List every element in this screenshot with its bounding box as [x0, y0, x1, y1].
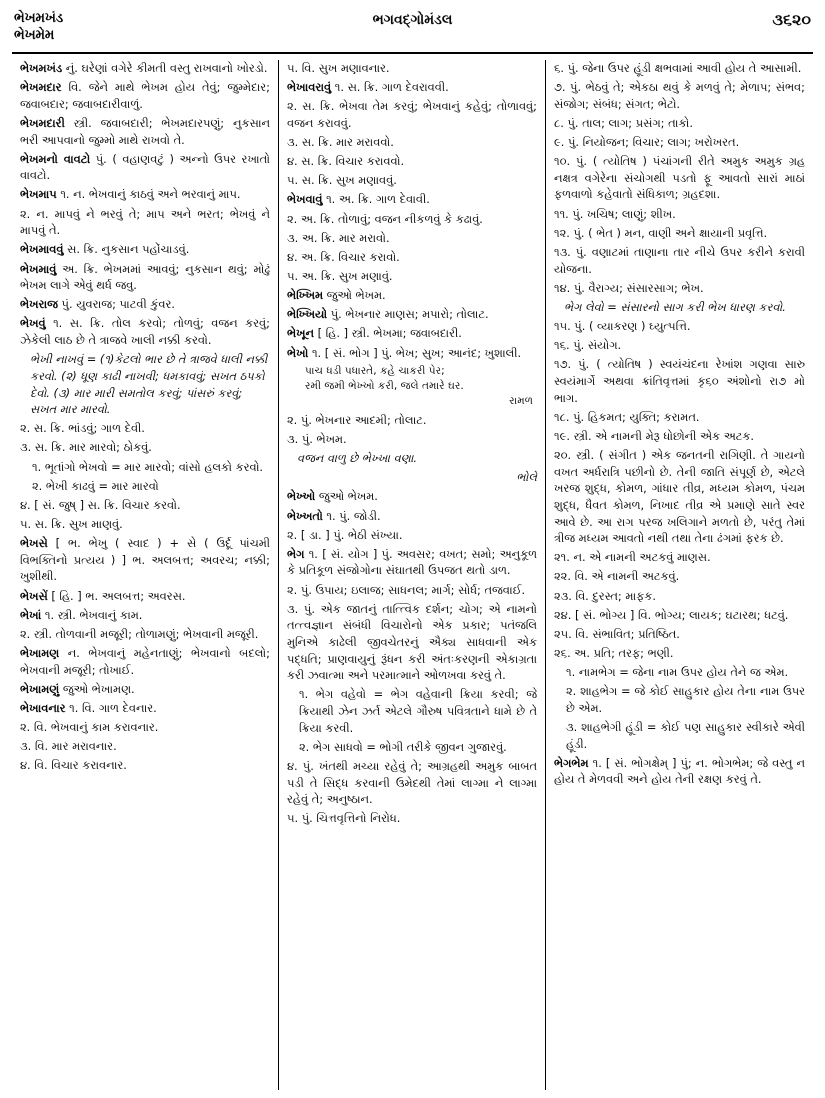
entry-sense: ૩. સ. ક્રિ. માર મારવો; ઠોકવું. [20, 440, 152, 455]
verse-attribution: રામળ [509, 394, 533, 407]
text-column-3 [546, 60, 813, 1090]
dictionary-entry [287, 287, 537, 304]
dictionary-entry [287, 79, 537, 96]
entry-headword: ભેખમદાર [20, 80, 62, 95]
entry-subsense: ૧. નામભેગ = જેના નામ ઉપર હોય તેને જ એમ. [566, 665, 789, 680]
entry-definition: પું. ભેખનાર માણસ; મપારો; તોલાટ. [327, 307, 489, 322]
entry-sense: ૮. પું. તાલ; લાગ; પ્રસંગ; તાકો. [554, 115, 693, 130]
entry-definition: નું. ઘરેણાં વગેરે કીમતી વસ્તુ રાખવાનો ખોરડો. [62, 61, 268, 75]
text-column-2 [279, 60, 546, 1090]
entry-definition: સ. ક્રિ. નુકસાન પહોંચાડવું. [63, 242, 190, 257]
entry-definition: [ ભ. ભેખુ ( સ્વાદ ) + સે ( ઉર્દૂ પાંચમી વિભક્તિનો પ્રત્યય ) ] ભ. અલબત્ત; અવરચ; નક્કી; ખુશીથી. [20, 536, 270, 584]
entry-definition: ન. ભેખવાનું મહેનતાણું; ભેખવાનો બદલો; ભેખવાની મજૂરી; તોખાઈ. [20, 646, 270, 677]
entry-headword: ભેખ્ખિયો [287, 307, 328, 322]
entry-definition: ૧. [ સં. ભોગક્ષેમ્ ] પું; ન. ભોગભેમ; જે વસ્તુ ન હોય તે મેળવવી અને હોય તેની રક્ષણ કરવું તે. [554, 755, 805, 787]
entry-subsense: ૧. ભૂતાંગો ભેખવો = માર મારવો; વાંસો હલકો કરવો. [32, 459, 264, 474]
entry-definition: જુઓ ભેખમ. [315, 489, 378, 504]
entry-headword: ભેખવાવું [287, 192, 323, 207]
entry-definition: અ. ક્રિ. ભેખમમાં આવવું; નુકસાન થવું; મોઢું ભેખમ લાગે એવું થર્ધ જવુ. [20, 261, 270, 293]
dictionary-entry [287, 345, 537, 362]
entry-idiom-note: ભેખી નાખવું = (૧)કેટલો ભાર છે તે ત્રાજવે ધાલી નક્કી કરવો. (૨) ધૂણ કાઢી નાખવી; ધમકાવવું; સખત ઠપકો દેવો. (૩) માર મારી સમતોલ કરવું; પાંસરું કરવું; સખત માર મારવો. [30, 352, 268, 417]
entry-sense: ૨૧. ન. એ નામની અટકવું માણસ. [554, 550, 711, 565]
page-header [12, 10, 813, 54]
entry-headword: ભેગભેમ [554, 755, 589, 770]
dictionary-entry [20, 607, 270, 624]
dictionary-entry [20, 60, 270, 77]
entry-sense: ૨૩. વિ. દુરસ્ત; માફક. [554, 588, 656, 603]
entry-sense: ૧૭. પું. ( ત્યોતિષ ) સ્વયંચંદના રેખાંશ ગણવા સારુ સ્વયંમાર્ગે અથવા ક્રાંતિવૃત્તમાં કૃ૬૦ અંશોનો રા૭ મો ભાગ. [554, 357, 805, 405]
entry-headword: ભેખૂન [287, 326, 314, 341]
entry-headword: ભેખમાપ [20, 187, 57, 202]
entry-subsense: ૨. ભેખી કાઢવું = માર મારવો [32, 478, 159, 493]
dictionary-entry [20, 296, 270, 313]
entry-headword: ભેખામણ [20, 646, 60, 660]
entry-sense: ૪. સ. ક્રિ. વિચાર કરાવવો. [287, 154, 405, 169]
entry-sense: ૧૩. પું. વણાટમાં તાણાના તાર નીચે ઉપર કરીને કરાવી યોજના. [554, 244, 805, 276]
dictionary-entry [20, 115, 270, 148]
entry-sense: ૧૧. પું. ખચિષ; લાણું; શીખ. [554, 206, 676, 221]
entry-idiom-note: વજન વાળુ છે ભેખ્ખા વણા. [297, 451, 418, 466]
entry-sense: ૫. અ. ક્રિ. સુખ મણાવું. [287, 269, 393, 284]
entry-sense: ૨૬. અ. પ્રતિ; તરફ; ભણી. [554, 646, 674, 660]
dictionary-entry [20, 535, 270, 585]
entry-sense: ૫. સ. ક્રિ. સુખ માણવું. [20, 517, 123, 532]
citation-attribution: ભોલે [516, 470, 537, 485]
entry-sense: ૪. વિ. વિચાર કરાવનાર. [20, 758, 127, 773]
entry-sense: ૨. અ. ક્રિ. તોળાવું; વજન નીકળવું કે કઢાવું. [287, 211, 483, 226]
dictionary-entry [20, 151, 270, 184]
entry-sense: ૧૮. પું. હિકમત; યુક્તિ; કરામત. [554, 409, 700, 424]
entry-sense: ૨. વિ. ભેખવાનું કામ કરાવનાર. [20, 720, 159, 735]
entry-sense: ૧૯. સ્ત્રી. એ નામની મેરૂ ધોછોની એક અટક. [554, 428, 755, 443]
dictionary-entry [20, 700, 270, 717]
entry-sense: ૩. વિ. માર મરાવનાર. [20, 739, 117, 754]
entry-definition: ૧. પું. જોડી. [322, 508, 381, 523]
guideword-first: ભેખમખંડ [14, 10, 63, 26]
guideword-second: ભેખમેમ [14, 26, 55, 43]
entry-sense: ૯. પું. નિયોજન; વિચાર; લાગ; ખરોખરત. [554, 135, 740, 150]
entry-definition: ૧. સ. ક્રિ. તોલ કરવો; તોળવું; વજન કરવું; ઝેકેલી લાઠ છે તે ત્રાજવે ખાલી નક્કી કરવો. [20, 316, 270, 348]
entry-headword: ભેખાવરાવું [287, 80, 332, 95]
entry-definition: જુઓ ભેખામણ. [59, 681, 135, 696]
entry-sense: ૪. અ. ક્રિ. વિચાર કરાવો. [287, 249, 400, 264]
entry-headword: ભેખાં [20, 607, 42, 622]
quoted-verse [287, 364, 537, 409]
entry-sense: ૫. પું. ચિત્તવૃત્તિનો નિરોધ. [287, 811, 401, 826]
entry-definition: ૧. ન. ભેખવાનું કાઠવું અને ભરવાનું માપ. [56, 187, 241, 202]
columns-container [12, 60, 813, 1090]
entry-headword: ભેગ [287, 546, 305, 561]
entry-headword: ભેખાવનાર [20, 700, 66, 715]
dictionary-entry [287, 306, 537, 323]
dictionary-entry [20, 645, 270, 678]
entry-headword: ભેખ્ખો [287, 489, 316, 504]
header-title: ભગવદ્ગોમંડલ [372, 12, 453, 28]
entry-subsense: ૨. શાહભેગ = જે કોઈ સાહુકાર હોય તેના નામ ઉપર છે એમ. [566, 684, 805, 715]
dictionary-entry [20, 79, 270, 112]
dictionary-entry [20, 588, 270, 605]
dictionary-entry [20, 315, 270, 348]
entry-definition: સ્ત્રી. જવાબદારી; ભેખમદારપણું; નુકસાન ભરી આપવાનો જુમ્મો માથે રાખવો તે. [20, 115, 270, 147]
entry-sense: ૨. સ. ક્રિ. ભેખવા તેમ કરવું; ભેખવાનું કહેવું; તોળાવવું; વજન કરાવવું. [287, 99, 537, 130]
entry-sense: ૩. અ. ક્રિ. માર મરાવો. [287, 230, 390, 245]
dictionary-entry [287, 546, 537, 579]
entry-headword: ભેખસેં [20, 588, 48, 603]
entry-definition: ૧. વિ. ગાળ દેવનાર. [65, 700, 157, 715]
text-column-1 [12, 60, 279, 1090]
dictionary-entry [287, 325, 537, 342]
entry-definition: [ હિ. ] ભ. અલબત્ત; અવરસ. [47, 588, 186, 603]
entry-definition: પું. ( વહાણવટું ) અન્નો ઉપર રખાતો વાવટો. [20, 151, 270, 183]
dictionary-entry [20, 681, 270, 698]
entry-sense: ૩. સ. ક્રિ. માર મરાવવો. [287, 135, 394, 150]
entry-sense: ૨. ન. માપવું ને ભરવું તે; માપ અને ભરત; ભેખવું ને માપવું તે. [20, 206, 270, 238]
entry-sense: ૧૫. પું. ( વ્યાકરણ ) ઘ્યુત્પત્તિ. [554, 318, 691, 333]
entry-headword: ભેખો [287, 345, 309, 360]
entry-sense: ૪. પું. ખંતથી મચ્યા રહેવું તે; આગ્રહથી અમુક બાબત પડી તે સિદ્ધ કરવાની ઉમેદથી તેમાં લાગ્મા ને લાગ્મા રહેવું તે; અનુષ્ઠાન. [287, 759, 537, 807]
dictionary-entry [20, 261, 270, 294]
entry-sense: ૩. પું. એક જાતનું તાત્ત્વિક દર્શન; ચોગ; એ નામનો તત્ત્વજ્ઞાન સંબંધી વિચારોનો એક પ્રકાર; પતંજલિ મુનિએ કાઢેલી જીવચેતરનું ઐક્ય સાધવાની એક પદ્ધતિ; પ્રાણવાયુનું રૂંધન કરી અંતઃકરણની એકાગ્રતા કરી ઝવાત્મા અને પરમાત્માને ઓળખવા કરવું તે. [287, 601, 537, 683]
page-number: ૩૬૨૦ [772, 10, 811, 29]
entry-sense: ૨. પું. ભેખનાર આદમી; તોલાટ. [287, 412, 427, 427]
entry-sense: ૧૪. પું. વૈરાગ્ય; સંસારસાગ; ભેખ. [554, 280, 704, 295]
entry-headword: ભેખમદારી [20, 115, 65, 130]
dictionary-entry [287, 191, 537, 208]
entry-definition: ૧. [ સં. ભોગ ] પું. ભેખ; સુખ; આનંદ; ખુશાલી. [308, 345, 522, 360]
entry-definition: [ હિ. ] સ્ત્રી. ભેખમા; જવાબદારી. [313, 326, 462, 341]
entry-headword: ભેખસે [20, 536, 48, 551]
dictionary-entry [287, 488, 537, 505]
entry-headword: ભેખવું [20, 316, 46, 331]
entry-definition: પું. યુવરાજ; પાટવી કુંવર. [57, 297, 175, 312]
entry-idiom-note: ભેગ લેવો = સંસારનો સાગ કરી ભેખ ધારણ કરવો. [564, 299, 786, 314]
entry-headword: ભેખામણું [20, 681, 60, 696]
entry-subsense: ૩. શાહભેગી હૂંડી = કોઈ પણ સાહુકાર સ્વીકારે એવી હૂંડી. [566, 720, 805, 751]
entry-sense: ૬. પું. જેના ઉપર હૂંડી ક્ષભવામાં આવી હોય તે આસામી. [554, 61, 802, 75]
entry-sense: ૨. સ. ક્રિ. ભાંડવું; ગાળ દેવી. [20, 421, 145, 436]
entry-sense: ૧૬. પું. સંયોગ. [554, 338, 622, 353]
entry-definition: ૧. અ. ક્રિ. ગાળ દેવાવી. [322, 192, 430, 207]
entry-subsense: ૨. ભેગ સાધવો = ભોગી તરીકે જીવન ગુજારવું. [299, 739, 507, 754]
entry-sense: ૩. પું. ભેખમ. [287, 431, 347, 446]
entry-sense: ૨૦. સ્ત્રી. ( સંગીત ) એક જનતની રાગિણી. તે ગાયનો વખત અર્ધરાત્રિ પછીનો છે. તેની જાતિ સંપૂર્ણ છે, એટલે ખરજ શુદ્ધ, કોમળ, ગાંધાર તીવ્ર, મધ્યમ કોમળ, પંચમ શુદ્ધ, ધૈવત કોમળ, નિખાદ તીવ્ર એ પ્રમાણે સાતે સ્વર આવે છે. આ રાગ પરજ ખલિગાને મળતો છે, પરંતુ તેમાં ત્રીજ મધ્યમ આવતો નથી તથા તેના ઢંગમાં ફરક છે. [554, 447, 805, 546]
verse-line: રમી જમી ભેખ્ખો કરી, જલે તમારે ઘર. [305, 379, 464, 392]
entry-sense: ૫. વિ. સુખ મણાવનાર. [287, 61, 390, 75]
entry-definition: વિ. જેને માથે ભેખમ હોય તેવું; જુમ્મેદાર; જવાબદાર; જવાબદારીવાળું. [20, 80, 270, 111]
entry-definition: ૧. [ સં. યોગ ] પું. અવસર; વખત; સમો; અનુકૂળ કે પ્રતિકૂળ સંજોગોના સંઘાતથી ઉપજત થતો ડાળ. [287, 546, 537, 578]
entry-sense: ૨. સ્ત્રી. તોળવાની મજૂરી; તોળામણું; ભેખવાની મજૂરી. [20, 626, 259, 641]
entry-headword: ભેખરાજ [20, 297, 58, 312]
entry-sense: ૫. સ. ક્રિ. સુખ મણાવવું. [287, 173, 397, 188]
entry-sense: ૨૫. વિ. સંભાવિત; પ્રતિષ્ઠિત. [554, 626, 680, 641]
entry-headword: ભેખ્ખિમ [287, 288, 324, 303]
entry-sense: ૨૨. વિ. એ નામની અટકવું. [554, 569, 680, 584]
dictionary-entry [20, 186, 270, 203]
entry-headword: ભેખમનો વાવટો [20, 151, 91, 166]
entry-headword: ભેખમાવું [20, 261, 57, 276]
entry-sense: ૧૨. પું. ( ભેત ) મન, વાણી અને ક્ષાયાની પ્રવૃત્તિ. [554, 225, 768, 240]
entry-definition: જુઓ ભેખમ. [323, 288, 386, 303]
dictionary-entry [287, 508, 537, 525]
dictionary-entry [20, 241, 270, 258]
entry-definition: ૧. સ્ત્રી. ભેખવાનું કામ. [41, 607, 143, 622]
entry-definition: ૧. સ. ક્રિ. ગાળ દેવરાવવી. [331, 80, 449, 95]
dictionary-entry [554, 755, 805, 788]
entry-headword: ભેખમાવવું [20, 242, 64, 257]
entry-sense: ૭. પું. ભેઠવું તે; એકઠા થવું કે મળવું તે; મેળાપ; સંભવ; સંજોગ; સંબંધ; સંગત; ભેટો. [554, 80, 805, 111]
entry-subsense: ૧. ભેગ વહેવો = ભેગ વહેવાની ક્રિયા કરવી; જે ક્રિયાથી ઝેન ઝર્ત એટલે ગૌરુષ પવિત્રતાને ધામે છે તે ક્રિયા કરવી. [299, 687, 537, 735]
verse-line: પાચ ધડી પધારતે, કહે ચાકરી પેર; [305, 364, 445, 377]
entry-sense: ૪. [ સં. જુષ્ ] સ. ક્રિ. વિચાર કરવો. [20, 497, 181, 512]
entry-sense: ૧૦. પું. ( ત્યોતિષ ) પંચાંગની રીતે અમુક અમુક ગ્રહ નક્ષત્ર વગેરેના સંચોગથી પડતો ફૂ આવતો સારાં માઠાં ફળવાળો કહેવાતો સંધિકાળ; ગ્રહદશા. [554, 154, 805, 202]
entry-sense: ૨૪. [ સં. ભોગ્ય ] વિ. ભોગ્ય; લાયક; ઘટારથ; ધટવું. [554, 607, 789, 622]
entry-sense: ૨. [ ડા. ] પું. ભેઠી સંખ્યા. [287, 527, 403, 542]
entry-headword: ભેખમખંડ [20, 61, 63, 75]
entry-headword: ભેખ્ખતો [287, 508, 323, 523]
entry-sense: ૨. પું. ઉપાય; ઇલાજ; સાધનલ; માર્ગ; સોર્ધ; તજવાઈ. [287, 582, 526, 597]
